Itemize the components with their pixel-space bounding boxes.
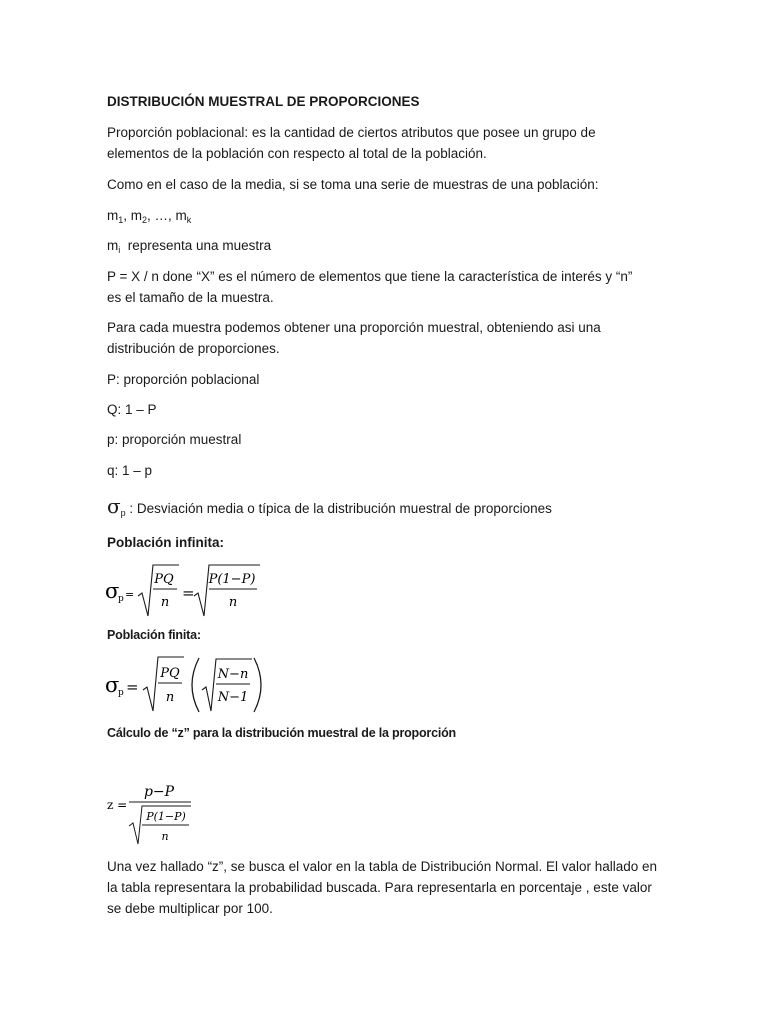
formula-z-num: p−P	[143, 784, 175, 800]
poblacion-finita-label: Población finita:	[107, 628, 201, 642]
para-cada-line-2: distribución de proporciones.	[107, 341, 280, 356]
formula-fin-den2: N−1	[217, 690, 249, 705]
media-line: Como en el caso de la media, si se toma una serie de muestras de una población:	[107, 177, 599, 192]
def-P: P: proporción poblacional	[107, 372, 260, 387]
mi-text: representa una muestra	[120, 238, 272, 253]
formula-fin-sub: p	[118, 688, 124, 698]
intro-line-1: Proporción poblacional: es la cantidad de ciertos atributos que posee un grupo de	[107, 125, 596, 140]
conclusion-line-1: Una vez hallado “z”, se busca el valor en la tabla de Distribución Normal. El valor hallado en	[107, 859, 658, 874]
p-definition-line-1: P = X / n done “X” es el número de elementos que tiene la característica de interés y “n”	[107, 269, 633, 284]
p-definition-line-2: es el tamaño de la muestra.	[107, 290, 274, 305]
sample-m: m	[107, 208, 119, 223]
formula-z	[105, 780, 225, 849]
formula-finita	[105, 654, 285, 719]
formula-fin-num2: N−n	[217, 667, 249, 682]
conclusion-line-3: se debe multiplicar por 100.	[107, 901, 273, 916]
formula-inf-num2: P(1−P)	[208, 572, 256, 587]
sigma-definition	[107, 496, 552, 524]
formula-infinita	[105, 562, 285, 623]
samples-line	[107, 205, 191, 231]
formula-z-inner-num: P(1−P)	[146, 810, 186, 823]
mi-m: m	[107, 238, 119, 253]
def-p: p: proporción muestral	[107, 432, 242, 447]
sub-2: 2	[142, 215, 148, 225]
formula-fin-num1: PQ	[160, 666, 180, 681]
document-title: DISTRIBUCIÓN MUESTRAL DE PROPORCIONES	[107, 94, 420, 109]
def-q: q: 1 – p	[107, 463, 153, 478]
formula-inf-den2: n	[228, 595, 238, 610]
sigma-text: : Desviación media o típica de la distribución muestral de proporciones	[125, 501, 552, 516]
formula-inf-eq1: =	[125, 588, 135, 601]
formula-inf-eq2: =	[182, 584, 195, 602]
formula-inf-sub: p	[118, 594, 124, 604]
formula-inf-den1: n	[160, 595, 170, 610]
sample-m2: , m	[123, 208, 143, 223]
sub-1: 1	[118, 215, 124, 225]
sub-k: k	[186, 215, 192, 225]
formula-inf-num1: PQ	[154, 572, 174, 587]
poblacion-infinita-label: Población infinita:	[107, 535, 224, 550]
intro-line-2: elementos de la población con respecto al total de la población.	[107, 146, 487, 161]
formula-z-label: z =	[107, 798, 128, 812]
mi-sub: i	[118, 245, 121, 255]
sample-dots: , …, m	[147, 208, 187, 223]
formula-fin-eq: =	[126, 678, 139, 696]
sigma-symbol: σ	[107, 494, 121, 518]
formula-inf-sigma: σ	[105, 579, 120, 603]
conclusion-line-2: la tabla representara la probabilidad buscada. Para representarla en porcentaje , este valor	[107, 880, 652, 895]
formula-fin-den1: n	[165, 690, 175, 705]
mi-line	[107, 235, 271, 261]
formula-z-inner-den: n	[161, 830, 169, 843]
para-cada-line-1: Para cada muestra podemos obtener una proporción muestral, obteniendo asi una	[107, 320, 601, 335]
formula-fin-sigma: σ	[105, 673, 120, 697]
sigma-sub: p	[120, 508, 126, 518]
def-Q: Q: 1 – P	[107, 402, 157, 417]
z-calc-label: Cálculo de “z” para la distribución muestral de la proporción	[107, 726, 456, 740]
